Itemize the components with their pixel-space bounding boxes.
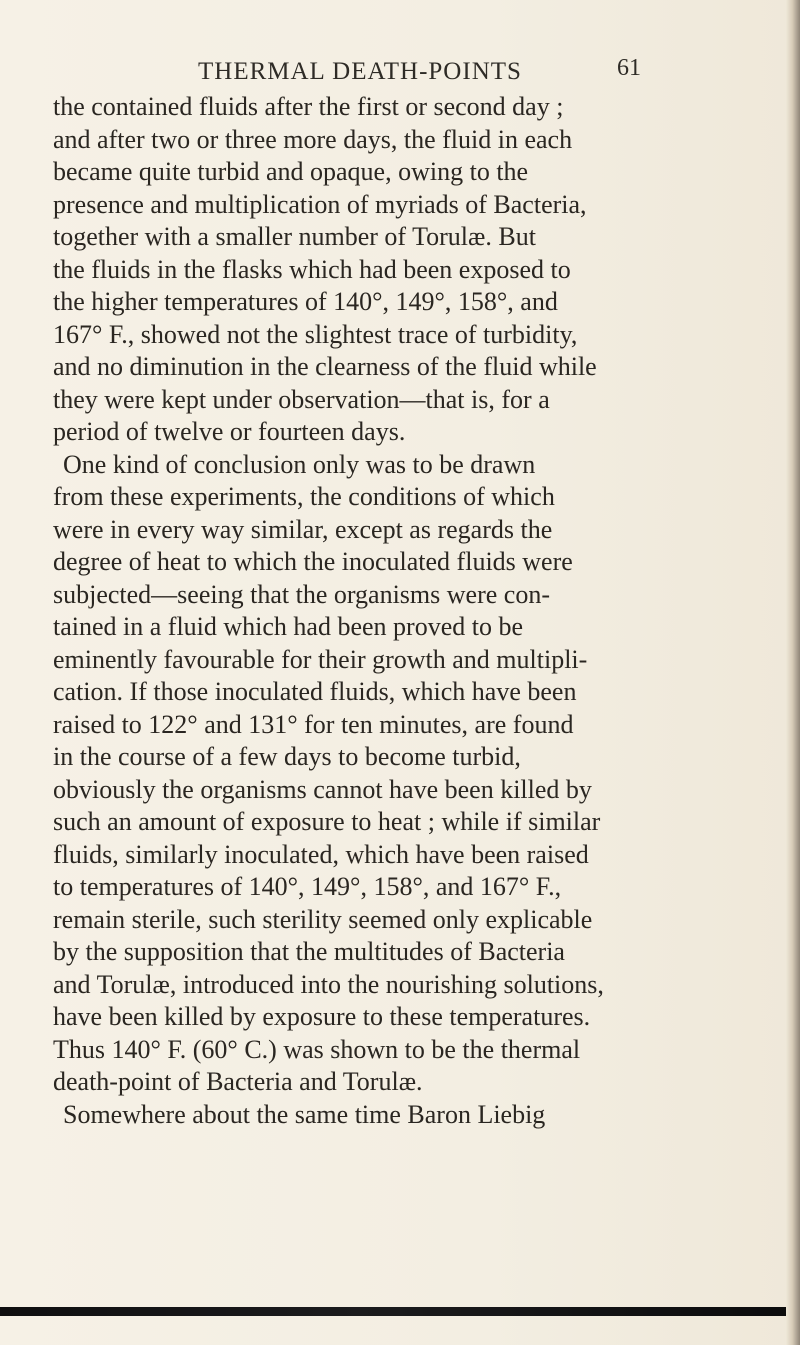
text-line: Thus 140° F. (60° C.) was shown to be the thermal (53, 1034, 581, 1064)
text-line: remain sterile, such sterility seemed only explicable (53, 904, 593, 934)
text-line: degree of heat to which the inoculated fluids were (53, 547, 573, 576)
text-line: by the supposition that the multitudes of Bacteria (53, 937, 565, 966)
text-line: cation. If those inoculated fluids, which have been (53, 677, 577, 706)
text-line: eminently favourable for their growth and multipli- (53, 644, 588, 674)
text-line: presence and multiplication of myriads of Bacteria, (53, 189, 587, 219)
text-line: and after two or three more days, the fluid in each (53, 124, 573, 154)
text-line: the fluids in the flasks which had been exposed to (53, 254, 571, 284)
text-line: 167° F., showed not the slightest trace of turbidity, (53, 319, 578, 349)
page-edge-shadow (786, 0, 800, 1345)
text-line: they were kept under observation—that is, for a (53, 384, 550, 414)
paragraph-start-line: Somewhere about the same time Baron Liebig (63, 1099, 546, 1129)
running-head (0, 52, 800, 92)
text-line: became quite turbid and opaque, owing to the (53, 157, 529, 186)
paragraph-start-line: One kind of conclusion only was to be drawn (63, 449, 536, 479)
text-line: to temperatures of 140°, 149°, 158°, and 167° F., (53, 872, 562, 901)
text-line: fluids, similarly inoculated, which have been raised (53, 839, 589, 869)
text-line: and Torulæ, introduced into the nourishing solutions, (53, 969, 604, 999)
text-line: obviously the organisms cannot have been killed by (53, 774, 592, 804)
text-line: tained in a fluid which had been proved to be (53, 612, 524, 641)
bottom-scan-rule (0, 1307, 800, 1316)
text-line: such an amount of exposure to heat ; while if similar (53, 807, 601, 836)
text-line: period of twelve or fourteen days. (53, 417, 406, 446)
page-number: 61 (617, 55, 641, 81)
text-line: were in every way similar, except as regards the (53, 514, 553, 544)
text-line: together with a smaller number of Torulæ. But (53, 222, 536, 251)
text-line: death-point of Bacteria and Torulæ. (53, 1067, 423, 1096)
text-line: and no diminution in the clearness of the fluid while (53, 352, 597, 381)
text-line: in the course of a few days to become turbid, (53, 742, 521, 771)
body-text (53, 91, 663, 1281)
text-line: the higher temperatures of 140°, 149°, 158°, and (53, 287, 558, 316)
text-line: raised to 122° and 131° for ten minutes, are found (53, 709, 574, 739)
running-title: THERMAL DEATH-POINTS (198, 58, 522, 85)
text-line: the contained fluids after the first or second day ; (53, 92, 564, 121)
text-line: from these experiments, the conditions of which (53, 482, 555, 511)
text-line: have been killed by exposure to these temperatures. (53, 1002, 591, 1031)
text-line: subjected—seeing that the organisms were con- (53, 579, 550, 609)
